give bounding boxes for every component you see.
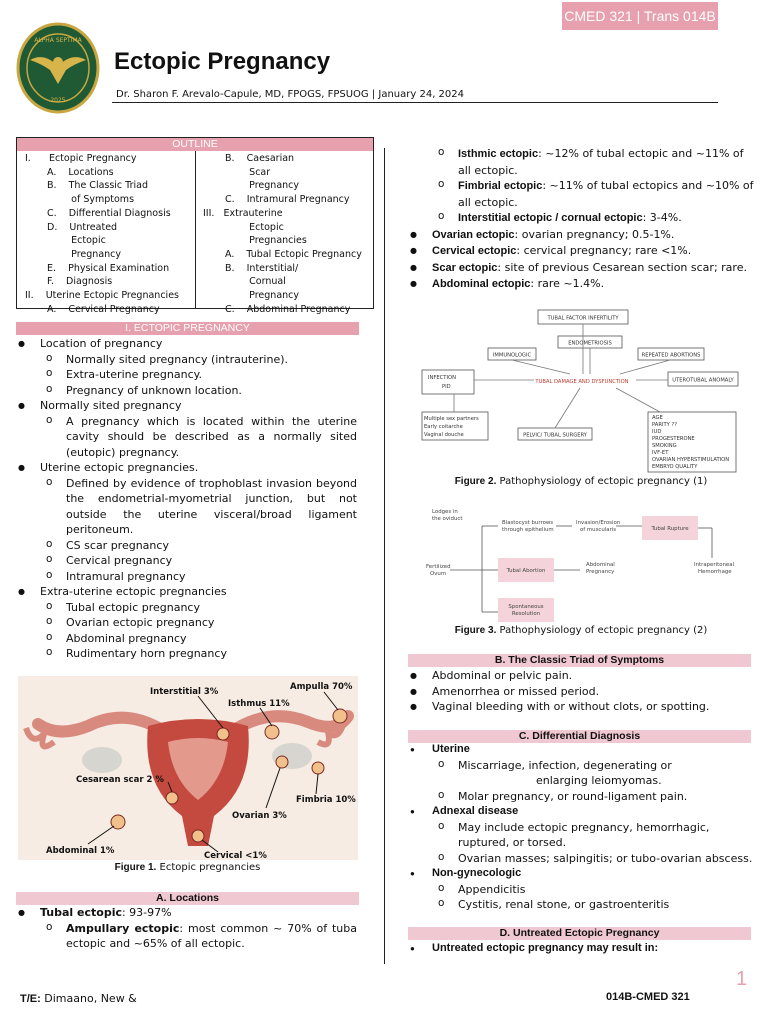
outline-item: Pregnancy [225,180,300,192]
svg-text:Interstitial 3%: Interstitial 3% [150,687,219,697]
outline-item: Pregnancies [225,235,307,247]
figure2-caption: Figure 2. Pathophysiology of ectopic pregnancy (1) [454,476,708,487]
list-item: ● Extra-uterine ectopic pregnancies [16,584,357,600]
section-heading-ectopic: I. ECTOPIC PREGNANCY [16,322,359,335]
list-item: ● Abdominal ectopic: rare ~1.4%. [408,276,754,293]
svg-text:UTEROTUBAL ANOMALY: UTEROTUBAL ANOMALY [672,377,734,384]
list-item: o Defined by evidence of trophoblast invasion beyond the endometrial-myometrial junction, but not outside the uterine visceral/broad ligament peritoneum. [16,476,357,538]
svg-text:Multiple sex partners: Multiple sex partners [424,416,479,422]
svg-text:Ovarian 3%: Ovarian 3% [232,811,287,821]
svg-text:ALPHA SEPTIMA: ALPHA SEPTIMA [34,37,82,44]
list-item: o Abdominal pregnancy [16,631,357,647]
outline-left-list [25,152,195,316]
svg-text:Ampulla 70%: Ampulla 70% [290,682,353,692]
svg-text:IUD: IUD [652,429,662,435]
svg-text:Hemorrhage: Hemorrhage [698,569,732,575]
svg-text:Cesarean scar 2 %: Cesarean scar 2 % [76,775,164,785]
section-triad-list [408,668,754,715]
svg-text:ENDOMETRIOSIS: ENDOMETRIOSIS [568,340,612,347]
page-number: 1 [736,968,748,990]
list-item: ● Abdominal or pelvic pain. [408,668,754,684]
footer-transcribers: T/E: Dimaano, New & [20,992,137,1005]
list-item: ● Ovarian ectopic: ovarian pregnancy; 0.5-1%. [408,227,754,244]
list-item: o Isthmic ectopic: ~12% of tubal ectopic and ~11% of all ectopic. [408,146,754,178]
list-item: o Rudimentary horn pregnancy [16,646,357,662]
list-item: ● Cervical ectopic: cervical pregnancy; rare <1%. [408,243,754,260]
list-item: o Extra-uterine pregnancy. [16,367,357,383]
list-item: o Fimbrial ectopic: ~11% of tubal ectopics and ~10% of all ectopic. [408,178,754,210]
outline-item: C. Differential Diagnosis [47,207,171,219]
figure-ectopic-sites [18,676,358,860]
list-item: o A pregnancy which is located within the uterine cavity should be described as a normally sited (eutopic) pregnancy. [16,414,357,461]
outline-heading: OUTLINE [17,138,373,151]
list-item: o Normally sited pregnancy (intrauterine). [16,352,357,368]
list-item: o Pregnancy of unknown location. [16,383,357,399]
svg-text:through epithelium: through epithelium [502,527,554,533]
svg-text:Vaginal douche: Vaginal douche [424,432,464,438]
list-item: o CS scar pregnancy [16,538,357,554]
outline-item: Scar [225,166,271,178]
svg-text:the oviduct: the oviduct [432,516,463,522]
location-continued-list [408,146,754,293]
list-item: ● Vaginal bleeding with or without clots, or spotting. [408,699,754,715]
list-item: o Tubal ectopic pregnancy [16,600,357,616]
svg-text:Isthmus 11%: Isthmus 11% [228,699,290,709]
section-heading-triad: B. The Classic Triad of Symptoms [408,654,751,667]
outline-item: of Symptoms [47,194,135,206]
svg-text:PID: PID [442,384,451,390]
outline-item: A. Locations [47,166,114,178]
svg-text:PARITY ??: PARITY ?? [652,422,677,428]
outline-item: A. Cervical Pregnancy [47,303,160,315]
course-tag: CMED 321 | Trans 014B [562,2,718,30]
svg-text:OVARIAN HYPERSTIMULATION: OVARIAN HYPERSTIMULATION [652,457,730,463]
outline-item: Ectopic [47,235,106,247]
svg-text:Resolution: Resolution [511,611,541,617]
svg-text:Early coitarche: Early coitarche [424,424,463,430]
svg-text:Abdominal: Abdominal [586,562,615,568]
list-item: o Interstitial ectopic / cornual ectopic: 3-4%. [408,210,754,227]
list-item: ● Uterine ectopic pregnancies. [16,460,357,476]
section-ectopic-list [16,336,357,662]
list-item: ● Location of pregnancy [16,336,357,352]
svg-text:2025: 2025 [50,97,66,104]
section-heading-locations: A. Locations [16,892,359,905]
list-item: o Intramural pregnancy [16,569,357,585]
figure1-caption: Figure 1. Ectopic pregnancies [114,862,261,873]
svg-text:EMBRYO QUALITY: EMBRYO QUALITY [652,464,698,470]
outline-item: D. Untreated [47,221,118,233]
svg-text:Tubal Abortion: Tubal Abortion [506,568,546,574]
svg-text:Tubal Rupture: Tubal Rupture [651,526,689,532]
svg-text:Cervical <1%: Cervical <1% [204,851,267,860]
page-title: Ectopic Pregnancy [114,48,331,75]
list-item: ● Scar ectopic: site of previous Cesarean section scar; rare. [408,260,754,277]
svg-text:Blastocyst burrows: Blastocyst burrows [502,520,554,526]
outline-item: F. Diagnosis [47,276,113,288]
list-item: o Ovarian ectopic pregnancy [16,615,357,631]
svg-text:TUBAL FACTOR INFERTILITY: TUBAL FACTOR INFERTILITY [547,315,619,322]
list-item: o Cervical pregnancy [16,553,357,569]
school-logo [16,22,100,114]
header-divider [112,102,718,103]
outline-divider [195,151,196,308]
outline-item: Pregnancy [225,290,300,302]
section-locations-list: ● Tubal ectopic: 93-97% o Ampullary ectopic: most common ~ 70% of tuba ectopic and ~65% of all ectopic. [16,905,357,952]
outline-item: A. Tubal Ectopic Pregnancy [225,248,362,260]
outline-item: B. Interstitial/ [225,262,299,274]
section-heading-differential: C. Differential Diagnosis [408,730,751,743]
figure-pathophysiology-2 [420,506,742,624]
list-item: ● Normally sited pregnancy [16,398,357,414]
svg-text:IMMUNOLOGIC: IMMUNOLOGIC [492,352,532,359]
section-differential-list: ● Uterine o Miscarriage, infection, degenerating or enlarging leiomyomas. o Molar pregnancy, or round-ligament pain. ● Adnexal disease o May include ectopic pregnancy, hemorrhagic, ruptured, or torsed. o Ovarian masses; salpingitis; or tubo-ovarian abscess. ● Non-gynecologic o Appendicitis o Cystitis, renal stone, or gastroenteritis [408,742,758,913]
outline-item: Pregnancy [47,248,122,260]
svg-text:Fertilized: Fertilized [426,564,451,570]
list-item: ● Amenorrhea or missed period. [408,684,754,700]
outline-item: I. Ectopic Pregnancy [25,153,137,164]
outline-item: Cornual [225,276,286,288]
svg-text:AGE: AGE [652,415,663,421]
svg-text:Abdominal 1%: Abdominal 1% [46,846,115,856]
svg-text:Pregnancy: Pregnancy [586,569,615,575]
figure-pathophysiology-1 [420,308,742,474]
outline-item: B. Caesarian [225,153,295,164]
svg-text:of muscularis: of muscularis [580,527,617,533]
figure3-caption: Figure 3. Pathophysiology of ectopic pregnancy (2) [454,625,708,636]
svg-text:INFECTION: INFECTION [428,375,456,381]
section-heading-untreated: D. Untreated Ectopic Pregnancy [408,927,751,940]
outline-item: B. The Classic Triad [47,180,148,192]
outline-item: II. Uterine Ectopic Pregnancies [25,290,179,302]
footer-code: 014B-CMED 321 [606,991,690,1003]
column-divider [384,148,385,964]
svg-text:Ovum: Ovum [430,571,447,577]
outline-item: E. Physical Examination [47,262,170,274]
svg-text:IVF-ET: IVF-ET [652,450,669,456]
svg-text:Spontaneous: Spontaneous [508,604,544,610]
outline-item: Ectopic [225,221,284,233]
svg-text:Fimbria 10%: Fimbria 10% [296,795,356,805]
outline-box [16,137,374,315]
outline-item: C. Intramural Pregnancy [225,194,350,206]
svg-text:Lodges in: Lodges in [432,509,458,515]
author-byline: Dr. Sharon F. Arevalo-Capule, MD, FPOGS, FPSUOG | January 24, 2024 [116,89,465,100]
svg-text:Intraperitoneal: Intraperitoneal [694,562,735,568]
svg-text:Invasion/Erosion: Invasion/Erosion [576,520,621,526]
svg-text:PELVIC/ TUBAL SURGERY: PELVIC/ TUBAL SURGERY [523,432,587,439]
outline-item: C. Abdominal Pregnancy [225,303,351,315]
svg-text:TUBAL DAMAGE AND DYSFUNCTION: TUBAL DAMAGE AND DYSFUNCTION [535,379,629,385]
svg-text:PROGESTERONE: PROGESTERONE [652,436,695,442]
section-untreated-list: ● Untreated ectopic pregnancy may result in: [408,941,754,957]
svg-text:REPEATED ABORTIONS: REPEATED ABORTIONS [641,352,701,359]
outline-item: III. Extrauterine [203,207,283,219]
svg-text:SMOKING: SMOKING [652,443,677,449]
outline-right-list [203,152,373,316]
